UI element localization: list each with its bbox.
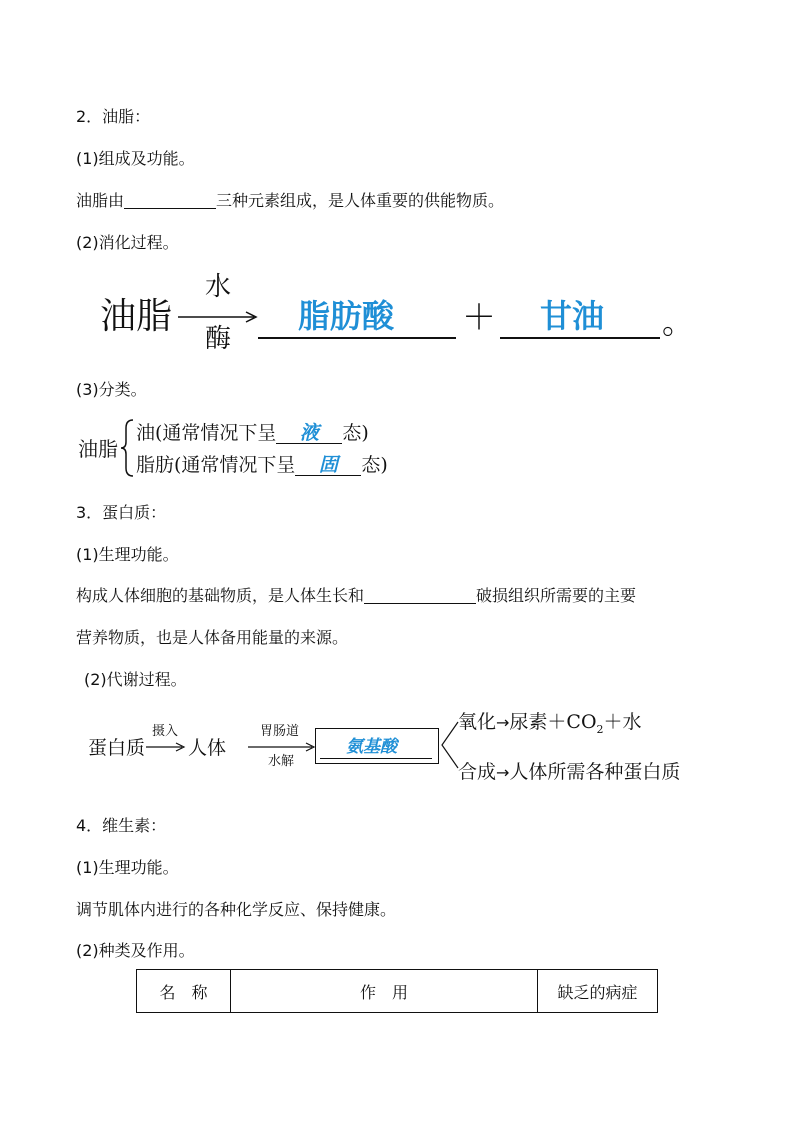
section-2-sub3: (3)分类。 bbox=[76, 380, 147, 399]
branch-synthesis bbox=[458, 760, 680, 785]
condition-enzyme: 酶 bbox=[205, 324, 232, 354]
oxidation-water: ＋水 bbox=[603, 711, 642, 733]
synthesis-label: 合成 bbox=[458, 761, 497, 783]
arrow2-top-label: 胃肠道 bbox=[260, 724, 300, 739]
row1-answer-liquid: 液 bbox=[276, 423, 342, 444]
branch-oxidation bbox=[458, 710, 642, 742]
protein-text-before: 构成人体细胞的基础物质，是人体生长和 bbox=[76, 586, 365, 605]
flow-amino-acid: 氨基酸 bbox=[346, 737, 397, 757]
arrow1-label: 摄入 bbox=[152, 724, 179, 739]
co2-subscript: 2 bbox=[596, 722, 604, 736]
plus-sign: ＋ bbox=[462, 298, 496, 338]
protein-function-line1 bbox=[76, 586, 636, 606]
flow-protein: 蛋白质 bbox=[88, 737, 146, 759]
classification-label: 油脂 bbox=[78, 437, 118, 461]
section-4-sub1: (1)生理功能。 bbox=[76, 858, 179, 877]
section-2-heading: 2．油脂： bbox=[76, 107, 151, 126]
branch-bracket-icon bbox=[440, 720, 460, 770]
section-3-heading: 3．蛋白质： bbox=[76, 503, 167, 522]
arrow2-icon bbox=[248, 741, 318, 753]
vitamin-table bbox=[136, 969, 658, 1013]
section-2-sub1: (1)组成及功能。 bbox=[76, 149, 195, 168]
vitamin-function: 调节肌体内进行的各种化学反应、保持健康。 bbox=[76, 900, 397, 919]
condition-water: 水 bbox=[205, 272, 232, 302]
synthesis-products: 人体所需各种蛋白质 bbox=[509, 761, 681, 783]
composition-text-before: 油脂由 bbox=[76, 191, 125, 210]
protein-text-after: 破损组织所需要的主要 bbox=[476, 586, 637, 605]
amino-acid-underline bbox=[320, 758, 432, 759]
header-function: 作 用 bbox=[231, 970, 538, 1013]
row2-text-before: 脂肪(通常情况下呈 bbox=[136, 454, 296, 476]
product-glycerol: 甘油 bbox=[540, 297, 605, 335]
branch1-arrow-icon: → bbox=[496, 713, 510, 732]
flow-body: 人体 bbox=[188, 737, 227, 759]
header-deficiency: 缺乏的病症 bbox=[538, 970, 658, 1013]
classify-row-fat bbox=[136, 453, 388, 477]
row1-text-after: 态) bbox=[342, 422, 369, 444]
oxidation-products: 尿素＋CO bbox=[509, 711, 597, 733]
curly-brace-icon bbox=[120, 418, 136, 478]
section-2-sub2: (2)消化过程。 bbox=[76, 233, 179, 252]
reactant-oil: 油脂 bbox=[100, 296, 173, 337]
product-fatty-acid: 脂肪酸 bbox=[298, 297, 395, 335]
section-4-sub2: (2)种类及作用。 bbox=[76, 941, 195, 960]
product1-underline bbox=[258, 337, 456, 339]
protein-function-line2: 营养物质，也是人体备用能量的来源。 bbox=[76, 628, 349, 647]
section-3-sub1: (1)生理功能。 bbox=[76, 545, 179, 564]
reaction-arrow-icon bbox=[178, 310, 260, 324]
equation-period: 。 bbox=[662, 303, 695, 341]
composition-blank[interactable] bbox=[124, 192, 216, 209]
composition-text-after: 三种元素组成，是人体重要的供能物质。 bbox=[216, 191, 505, 210]
oxidation-label: 氧化 bbox=[458, 711, 497, 733]
product2-underline bbox=[500, 337, 660, 339]
section-4-heading: 4．维生素： bbox=[76, 816, 167, 835]
row1-text-before: 油(通常情况下呈 bbox=[136, 422, 277, 444]
table-header-row bbox=[137, 970, 658, 1013]
composition-sentence bbox=[76, 191, 504, 211]
classify-row-oil bbox=[136, 421, 369, 445]
row2-answer-solid: 固 bbox=[295, 455, 361, 476]
branch2-arrow-icon: → bbox=[496, 763, 510, 782]
protein-blank[interactable] bbox=[364, 587, 476, 604]
section-3-sub2: (2)代谢过程。 bbox=[84, 670, 187, 689]
arrow1-icon bbox=[146, 741, 188, 753]
arrow2-bottom-label: 水解 bbox=[268, 754, 295, 769]
header-name: 名 称 bbox=[137, 970, 231, 1013]
row2-text-after: 态) bbox=[361, 454, 388, 476]
